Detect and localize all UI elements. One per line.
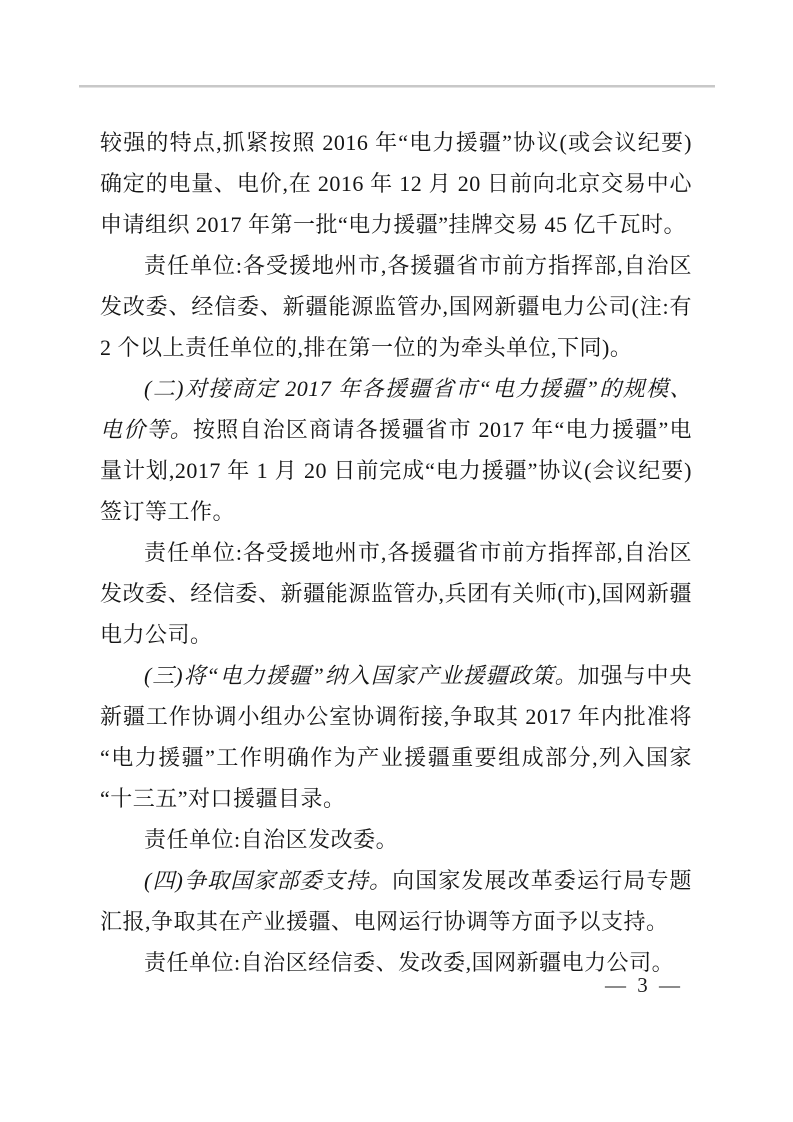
page-number: — 3 — bbox=[605, 973, 683, 997]
body-text: 责任单位:自治区经信委、发改委,国网新疆电力公司。 bbox=[144, 950, 675, 975]
paragraph-responsible-unit-1 bbox=[100, 245, 692, 368]
body-text: 较强的特点,抓紧按照 2016 年“电力援疆”协议(或会议纪要)确定的电量、电价,在 2016 年 12 月 20 日前向北京交易中心申请组织 2017 年第一批“电力援疆”挂牌交易 45 亿千瓦时。 bbox=[100, 130, 692, 237]
document-body bbox=[100, 122, 692, 983]
paragraph-responsible-unit-2 bbox=[100, 532, 692, 655]
body-text: 责任单位:自治区发改委。 bbox=[144, 827, 399, 852]
body-text: 按照自治区商请各援疆省市 2017 年“电力援疆”电量计划,2017 年 1 月 20 日前完成“电力援疆”协议(会议纪要)签订等工作。 bbox=[100, 417, 692, 524]
body-text: 责任单位:各受援地州市,各援疆省市前方指挥部,自治区发改委、经信委、新疆能源监管办,国网新疆电力公司(注:有 2 个以上责任单位的,排在第一位的为牵头单位,下同)。 bbox=[100, 253, 692, 360]
header-rule bbox=[79, 85, 715, 88]
body-text: 责任单位:各受援地州市,各援疆省市前方指挥部,自治区发改委、经信委、新疆能源监管办,兵团有关师(市),国网新疆电力公司。 bbox=[100, 540, 692, 647]
paragraph-responsible-unit-4 bbox=[100, 942, 692, 983]
section-item-3 bbox=[100, 655, 692, 819]
body-text: 向国家发展改革委运行局专题汇报,争取其在产业援疆、电网运行协调等方面予以支持。 bbox=[100, 868, 692, 934]
section-item-4 bbox=[100, 860, 692, 942]
paragraph-continuation bbox=[100, 122, 692, 245]
section-item-2 bbox=[100, 368, 692, 532]
body-text: 加强与中央新疆工作协调小组办公室协调衔接,争取其 2017 年内批准将“电力援疆”工作明确作为产业援疆重要组成部分,列入国家“十三五”对口援疆目录。 bbox=[100, 663, 692, 811]
section-heading-text: (二)对接商定 2017 年各援疆省市“电力援疆”的规模、电价等。 bbox=[100, 376, 692, 442]
paragraph-responsible-unit-3 bbox=[100, 819, 692, 860]
section-heading-text: (四)争取国家部委支持。 bbox=[144, 868, 393, 893]
section-heading-text: (三)将“电力援疆”纳入国家产业援疆政策。 bbox=[144, 663, 578, 688]
